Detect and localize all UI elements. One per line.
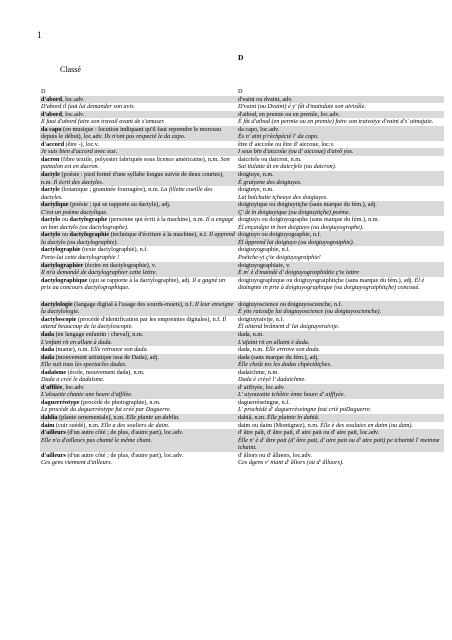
right-text-example: D'vaint (ou Dvaint) é y' fât d'maindaie son aivisâle. xyxy=(238,103,366,111)
section-title: Classé xyxy=(60,65,81,74)
right-text-example: Sai tiulatte ât en daicrfele (ou daicron). xyxy=(238,163,337,171)
french-entry xyxy=(40,414,237,422)
right-text-definition: dahiâ, n.m. xyxy=(238,413,268,421)
right-text-definition: dada (sans marque du fém.), adj. xyxy=(238,353,319,361)
patois-entry xyxy=(237,384,444,399)
left-text-definition: (être -), loc.v. xyxy=(64,140,100,148)
french-entry xyxy=(40,231,237,246)
table-row xyxy=(40,346,444,354)
left-text-example: Elle a des souliers de daim. xyxy=(101,421,170,429)
right-text-example: Él aittend brâment d' lai doigtuyoraivije. xyxy=(238,323,340,331)
table-row xyxy=(40,414,444,422)
french-entry xyxy=(40,354,237,369)
right-text-definition: daicrfele ou daicron, n.m. xyxy=(238,155,302,163)
left-text-example: Il apprend la dactylo (ou dactylographie). xyxy=(41,231,235,246)
table-row xyxy=(40,96,444,104)
left-text-definition: , loc.adv. xyxy=(62,383,85,391)
left-text-headword: d'ailleurs xyxy=(41,451,66,459)
french-entry xyxy=(40,452,237,467)
table-row xyxy=(40,216,444,231)
row-spacer xyxy=(40,292,444,301)
french-entry xyxy=(40,399,237,414)
right-text-definition: être d' aiccoûe ou être d' aiccoue, loc.v. xyxy=(238,140,335,148)
left-text-headword: dacron xyxy=(41,155,60,163)
left-text-definition: (poésie : pied formé d'une syllabe longue suivie de deux courtes), n.m. xyxy=(41,171,224,186)
right-text-example: Lai baîchatte tçheuye des doigtuyes. xyxy=(238,193,328,201)
left-text-example: Ils n'ont pas respecté le da capo. xyxy=(104,133,186,141)
french-entry xyxy=(40,277,237,292)
right-text-example: L' prochèdè d' daguerrèseingne feut criè poDaguerre. xyxy=(238,406,372,414)
glossary-table xyxy=(40,88,444,467)
right-text-example: É fât d'aibod (en permie ou en premie) faire son traivaiye d'vaint d's' aimujaie. xyxy=(238,118,434,126)
left-text-example: Il a gagné un prix au concours dactylographique. xyxy=(41,276,226,292)
left-text-definition: , loc.adv. xyxy=(61,110,85,118)
left-text-example: D'abord il faut lui demander son avis. xyxy=(41,103,136,111)
left-text-example: Ces gens viennent d'ailleurs. xyxy=(41,459,113,467)
patois-entry xyxy=(237,201,444,216)
right-text-example: Él ençaidgie in bon doigtuyo (ou doigtuyographe). xyxy=(238,223,364,231)
patois-entry xyxy=(237,126,444,141)
french-entry xyxy=(40,126,237,141)
left-text-headword: dactylo xyxy=(41,231,61,239)
left-text-example: Elle retrouve son dada. xyxy=(90,346,149,354)
table-row xyxy=(40,452,444,467)
left-text-headword: dactyloscopie xyxy=(41,315,77,323)
right-text-example: Él âpprend lai doigtuyo (ou doigtuyograiphie). xyxy=(238,238,355,246)
patois-entry xyxy=(237,246,444,261)
left-text-definition: (texte dactylographié), n.f. xyxy=(80,246,148,254)
patois-entry xyxy=(237,301,444,316)
right-text-example: Èlle cheût tos les dadas chpèctâtçhes. xyxy=(238,361,332,369)
right-text-example: É graiyene des doigtuyes. xyxy=(238,178,302,186)
right-text-definition: doigtuyo ou doigtuyographe (sans marque du fém.), n.m. xyxy=(238,216,380,224)
french-entry xyxy=(40,246,237,261)
french-entry xyxy=(40,103,237,111)
left-text-definition: ou xyxy=(60,216,70,224)
french-entry xyxy=(40,422,237,430)
french-entry xyxy=(40,346,237,354)
left-text-definition: (langage digital à l'usage des sourds-muets), n.f. xyxy=(72,300,195,308)
table-row xyxy=(40,231,444,246)
left-text-example: Il faut d'abord faire son travail avant de s'amuser. xyxy=(41,118,165,126)
table-row xyxy=(40,301,444,316)
table-row xyxy=(40,384,444,399)
right-text-example: Ces dgens v' niant d' âliors (ou d' âllиors). xyxy=(238,459,344,467)
french-entry xyxy=(40,316,237,331)
left-text-example: Le procédé du daguerréotype fut créé par Daguerre. xyxy=(41,406,172,414)
left-text-headword: d'affilée xyxy=(41,383,63,391)
left-text-definition: (mouvement artistique issu de Dada), adj. xyxy=(54,353,159,361)
left-text-example: C'est un poème dactylique. xyxy=(41,208,108,216)
left-text-headword: dada xyxy=(41,330,55,338)
right-text-definition: doigtuye, n.m. xyxy=(238,171,274,179)
table-row xyxy=(40,262,444,277)
french-entry xyxy=(40,96,237,104)
right-text-example: É yös raicodje lai doigtuyoscience (ou doigtuyoscienche). xyxy=(238,308,382,316)
left-text-headword: dahlia xyxy=(41,413,58,421)
patois-entry xyxy=(237,452,444,467)
right-text-definition: dada, n.m. xyxy=(238,346,266,354)
french-entry xyxy=(40,369,237,384)
patois-entry xyxy=(237,262,444,277)
right-text-example: Dada è crèyè l' dadaïchme. xyxy=(238,376,306,384)
right-text-example: L'afaint rit en allaint è dada. xyxy=(238,338,310,346)
patois-entry xyxy=(237,354,444,369)
left-text-headword: dadaïsme xyxy=(41,368,67,376)
table-row xyxy=(40,118,444,126)
table-row xyxy=(40,141,444,149)
french-entry xyxy=(40,201,237,216)
right-text-definition: doigtuyoscience ou doigtuyoscienche, n.f. xyxy=(238,300,343,308)
left-text-example: Il écrit des dactyles. xyxy=(53,178,104,186)
right-text-definition: daim ou daim (Montignez), n.m. xyxy=(238,421,321,429)
left-text-headword: dactylographier xyxy=(41,261,84,269)
left-text-definition: (d'un autre côté ; de plus, d'autre part), loc.adv. xyxy=(65,451,184,459)
right-text-definition: doigtuye, n.m. xyxy=(238,186,274,194)
table-row xyxy=(40,156,444,171)
right-text-definition: d' aiffiyée, loc.adv. xyxy=(238,383,285,391)
left-text-definition: (écrire en dactylographie), v. xyxy=(83,261,157,269)
left-text-definition: (procédé d'identification par les empreintes digitales), n.f. xyxy=(76,315,223,323)
right-text-example: L' aiyouvatte tchôtre ènne houre d' aiffiyée. xyxy=(238,391,346,399)
right-text-definition: doigtuyo ou doigtuyographie, n.f. xyxy=(238,231,322,239)
french-entry xyxy=(40,111,237,119)
left-text-definition: (technique d'écriture à la machine), n.f. xyxy=(109,231,210,239)
left-text-headword: dactylographie xyxy=(69,231,110,239)
french-entry xyxy=(40,429,237,452)
left-text-example: Elle n'a d'ailleurs pas chanté le même chant. xyxy=(41,436,152,444)
left-text-definition: (plante ornementale), n.m. xyxy=(57,413,127,421)
french-entry xyxy=(40,301,237,316)
patois-entry xyxy=(237,88,444,96)
left-text-definition: D xyxy=(41,88,46,95)
left-text-headword: daguerréotype xyxy=(41,398,80,406)
right-text-example: Él è diaingnie in prie à doigtuyographique (ou doigtuyograiphitçhe) concoué. xyxy=(238,276,425,292)
table-row xyxy=(40,429,444,452)
left-text-example: Dada a créé le dadaïsme. xyxy=(41,376,105,384)
right-text-example: I seus bïn d'aiccoûe (ou d' aiccoue) d'aivô yos. xyxy=(238,148,354,156)
left-text-example: Elle suit tous les spectacles dadas. xyxy=(41,361,127,369)
patois-entry xyxy=(237,171,444,186)
left-text-example: Il leur enseigne la dactylologie. xyxy=(41,300,234,316)
table-row xyxy=(40,292,444,301)
left-text-headword: dada xyxy=(41,353,55,361)
table-row xyxy=(40,126,444,141)
right-text-definition: da capo, loc.adv. xyxy=(238,125,280,133)
left-text-headword: dactylo xyxy=(41,216,61,224)
table-row xyxy=(40,148,444,156)
left-text-definition: (d'un autre côté ; de plus, d'autre part), loc.adv. xyxy=(65,429,184,437)
patois-entry xyxy=(237,429,444,452)
left-text-definition: (cuir suédé), n.m. xyxy=(54,421,101,429)
letter-heading: D xyxy=(238,53,244,62)
left-text-example: Il a engagé un bon dactylo (ou dactylographe). xyxy=(41,216,234,231)
left-text-headword: da capo xyxy=(41,125,62,133)
left-text-example: Elle plante un dahlia. xyxy=(126,413,180,421)
patois-entry xyxy=(237,148,444,156)
left-text-definition: ou xyxy=(60,231,70,239)
left-text-headword: dada xyxy=(41,346,55,354)
right-text-definition: d' âtre paît, d' âtre pait, d' atre pait ou d' atre pait, loc.adv. xyxy=(238,429,380,437)
french-entry xyxy=(40,141,237,149)
patois-entry xyxy=(237,369,444,384)
french-entry xyxy=(40,384,237,399)
right-text-example: È m' è d'maindé d' doigtuyograiphiâtie ç'te lattre xyxy=(238,269,360,277)
page-number: 1 xyxy=(37,30,42,40)
right-text-example: Poétche-yi ç'te doigtuyograiphie! xyxy=(238,254,321,262)
left-text-definition: , loc.adv. xyxy=(61,95,85,103)
right-text-example: Ès n' aint p'rèchpècté l' da capo. xyxy=(238,133,319,141)
left-text-headword: daim xyxy=(41,421,55,429)
right-text-definition: dadaïchme, n.m. xyxy=(238,368,279,376)
french-entry xyxy=(40,216,237,231)
patois-entry xyxy=(237,96,444,104)
left-text-headword: dactylographie xyxy=(41,246,81,254)
table-row xyxy=(40,88,444,96)
patois-entry xyxy=(237,231,444,246)
right-text-definition: d'vaint ou dvaint, adv. xyxy=(238,95,293,103)
right-text-example: Èlle n' è d' âtre pait (d' âtre pait, d' atre pait ou d' atre pait) pe tchaintè l' meinme tchaint. xyxy=(238,436,440,452)
left-text-headword: dactylographique xyxy=(41,276,88,284)
table-row xyxy=(40,354,444,369)
right-text-definition: D xyxy=(238,88,243,95)
table-row xyxy=(40,171,444,186)
french-entry xyxy=(40,186,237,201)
right-text-example: Èlle plainte în dahiâ. xyxy=(267,413,320,421)
left-text-definition: (poésie ; qui se rapporte au dactyle), adj. xyxy=(68,201,171,209)
left-text-definition: (procédé de photographie), n.m. xyxy=(79,398,161,406)
right-text-example: Èlle è des soulaies en daim (ou dam). xyxy=(320,421,413,429)
table-row xyxy=(40,103,444,111)
left-text-definition: (école, mouvement dada), n.m. xyxy=(66,368,145,376)
right-text-definition: daguerrèseingne, n.f. xyxy=(238,398,290,406)
french-entry xyxy=(40,148,237,156)
left-text-example: Son pantalon est en dacron. xyxy=(41,155,230,171)
table-row xyxy=(40,369,444,384)
left-text-headword: dactyle xyxy=(41,171,60,179)
left-text-example: L'enfant rit en allant à dada. xyxy=(41,338,113,346)
left-text-example: Il m'a demandé de dactylographier cette lettre. xyxy=(41,269,158,277)
table-row xyxy=(40,186,444,201)
french-entry xyxy=(40,171,237,186)
right-text-definition: doigtuyraivije, n.f. xyxy=(238,315,285,323)
french-entry xyxy=(40,88,237,96)
left-text-headword: d'ailleurs xyxy=(41,429,66,437)
left-text-definition: (personne qui écrit à la machine), n.m. xyxy=(107,216,206,224)
right-text-definition: doigtuyographiaie, v. xyxy=(238,261,291,269)
left-text-example: La fillette cueille des dactyles. xyxy=(41,186,213,201)
right-text-definition: doigtuyographique ou doigtuyograiphitçhe (sans marque du fém.), adj. xyxy=(238,276,415,284)
table-row xyxy=(40,316,444,331)
left-text-headword: dactylique xyxy=(41,201,69,209)
patois-entry xyxy=(237,118,444,126)
patois-entry xyxy=(237,414,444,422)
left-text-headword: d'abord xyxy=(41,95,62,103)
left-text-headword: d'accord xyxy=(41,140,65,148)
left-text-definition: (qui se rapporte à la dactylographie), adj. xyxy=(87,276,193,284)
right-text-definition: dada, n.m. xyxy=(238,330,264,338)
patois-entry xyxy=(237,399,444,414)
right-text-definition: d' âliors ou d' âllиors, loc.adv. xyxy=(238,451,312,459)
patois-entry xyxy=(237,346,444,354)
right-text-example: Èlle ertrove son dada. xyxy=(265,346,321,354)
left-text-headword: dactylologie xyxy=(41,300,73,308)
french-entry xyxy=(40,118,237,126)
table-row xyxy=(40,422,444,430)
table-row xyxy=(40,246,444,261)
left-text-definition: (botanique ; graminée fourragère), n.m. xyxy=(59,186,161,194)
left-text-example: Il attend beaucoup de la dactyloscopie. xyxy=(41,315,227,331)
left-text-example: Je suis bien d'accord avec eux. xyxy=(41,148,118,156)
left-text-example: L'alouette chante une heure d'affilée. xyxy=(41,391,133,399)
left-text-headword: d'abord xyxy=(41,110,62,118)
patois-entry xyxy=(237,103,444,111)
patois-entry xyxy=(237,216,444,231)
patois-entry xyxy=(237,277,444,292)
table-row xyxy=(40,277,444,292)
right-text-definition: doigtuyographie, n.f. xyxy=(238,246,290,254)
left-text-definition: (en musique : locution indiquant qu'il faut reprendre le morceau depuis le début), loc.adv. xyxy=(41,125,222,141)
left-text-definition: (manie), n.m. xyxy=(54,346,91,354)
patois-entry xyxy=(237,141,444,149)
patois-entry xyxy=(237,422,444,430)
table-row xyxy=(40,331,444,346)
left-text-example: Porte-lui cette dactylographie ! xyxy=(41,254,120,262)
table-row xyxy=(40,399,444,414)
right-text-example: Ç' ât in doigtuyique (ou doigtuyitçhe) poéme. xyxy=(238,208,351,216)
patois-entry xyxy=(237,316,444,331)
patois-entry xyxy=(237,186,444,201)
left-text-headword: dactyle xyxy=(41,186,60,194)
french-entry xyxy=(40,156,237,171)
patois-entry xyxy=(237,331,444,346)
table-row xyxy=(40,201,444,216)
right-text-definition: d'aibod, en premie ou en premîe, loc.adv. xyxy=(238,110,340,118)
right-text-definition: doigtuyique ou doigtuyitçhe (sans marque du fém.), adj. xyxy=(238,201,377,209)
french-entry xyxy=(40,331,237,346)
patois-entry xyxy=(237,156,444,171)
left-text-definition: (en langage enfantin : cheval), n.m. xyxy=(54,330,144,338)
left-text-definition: (fibre textile, polyester fabriquée sous licence américaine), n.m. xyxy=(59,155,221,163)
french-entry xyxy=(40,262,237,277)
left-text-headword: dactylographe xyxy=(69,216,108,224)
